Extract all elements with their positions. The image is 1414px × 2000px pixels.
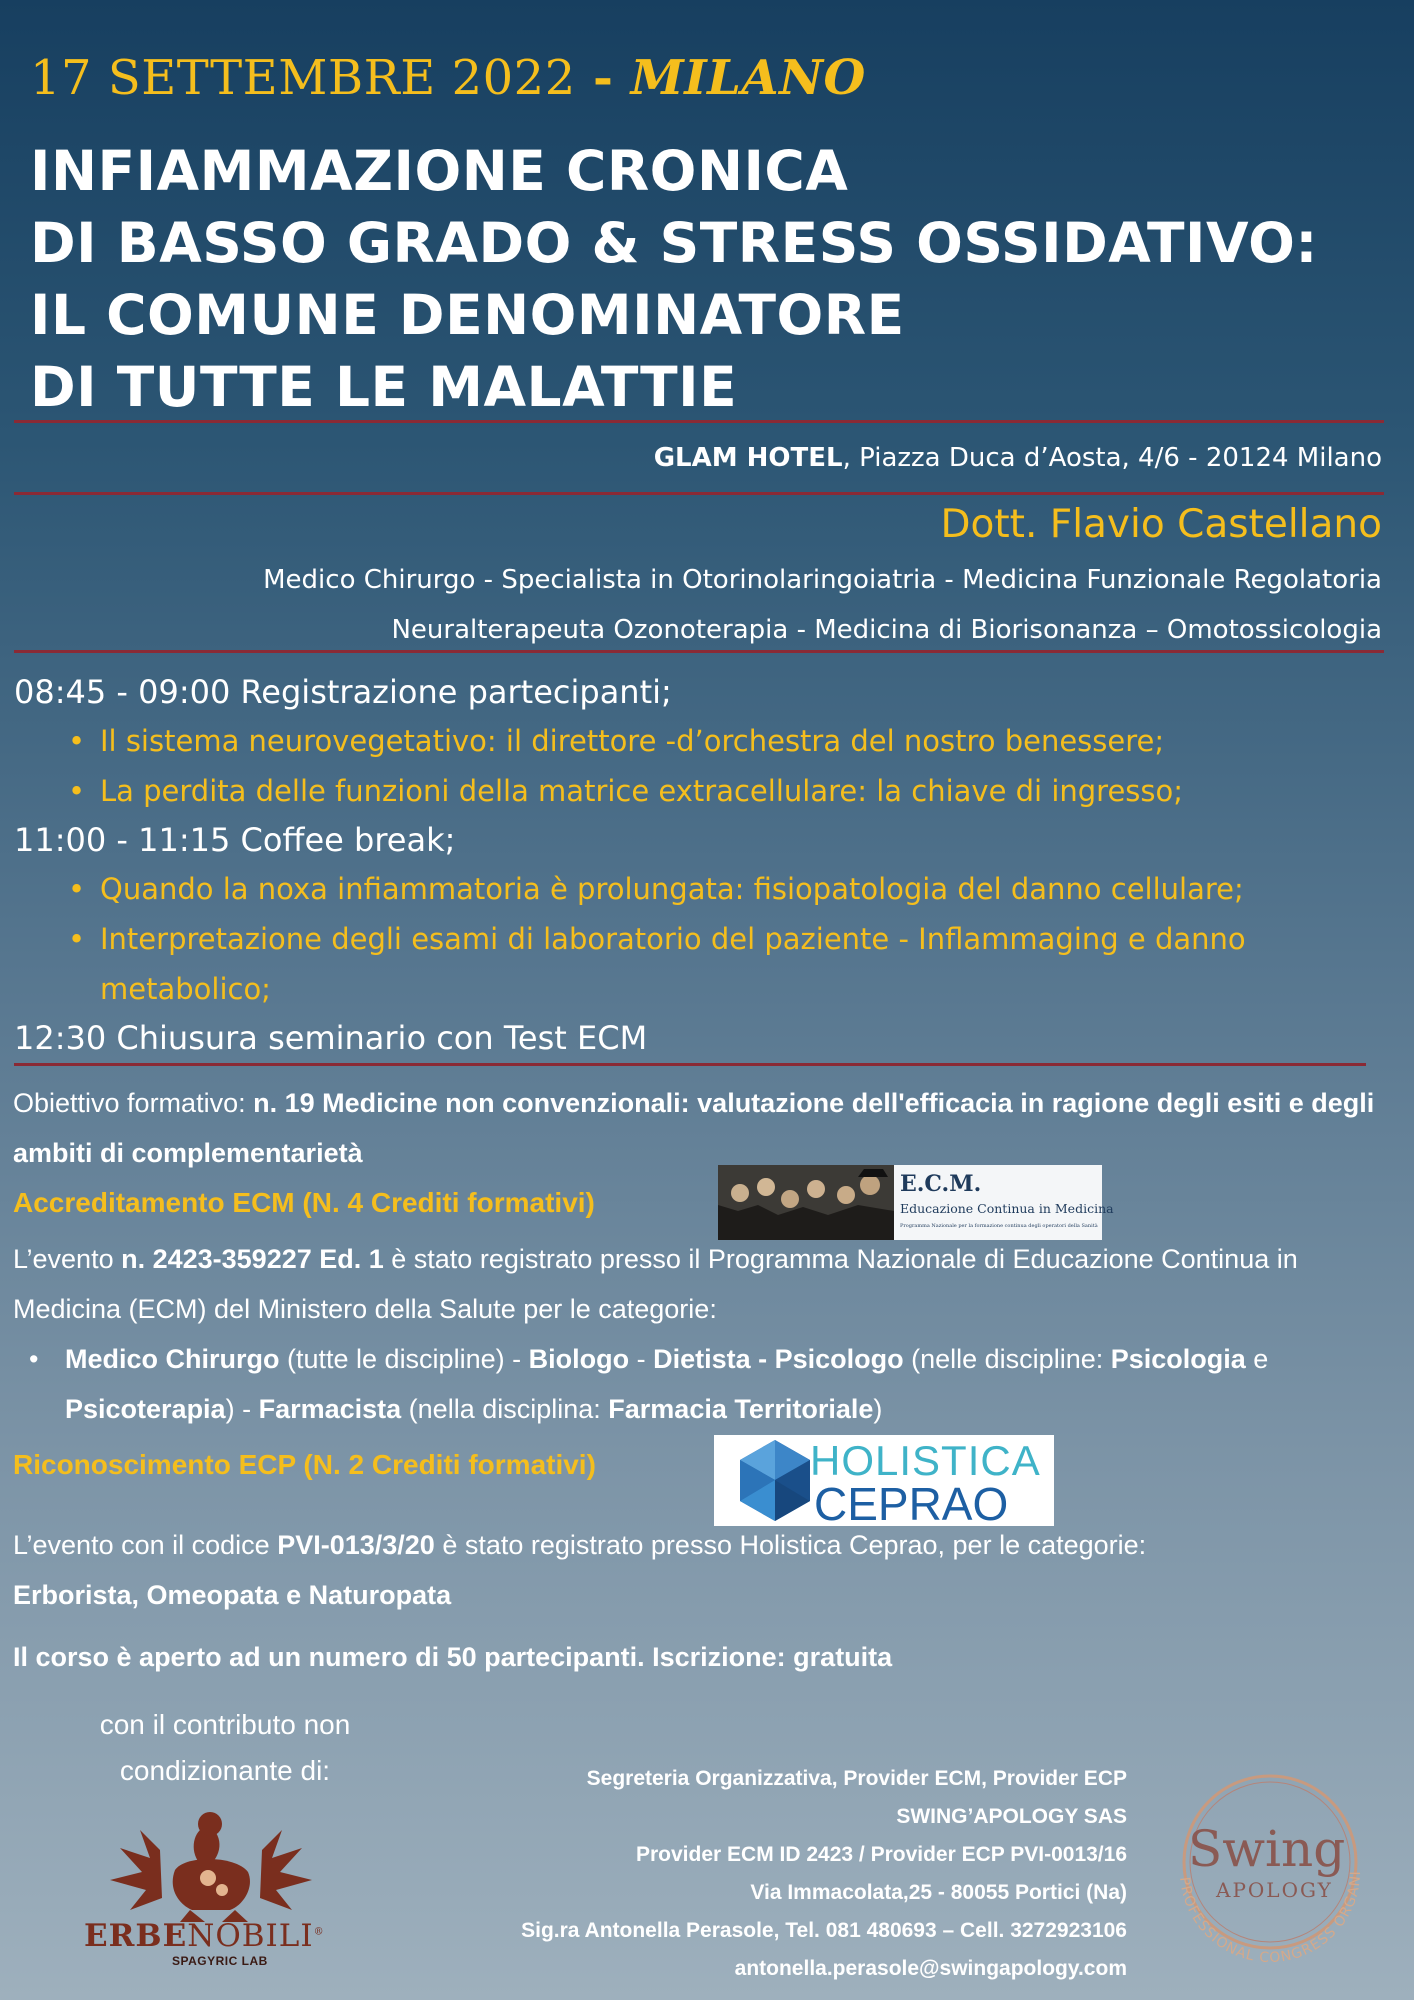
category: Biologo [528, 1344, 630, 1374]
category-note: (nella disciplina: [401, 1394, 609, 1424]
erbenobili-wordmark [84, 1918, 325, 1954]
objective-value: n. 19 Medicine non convenzionali: valutazione dell'efficacia in ragione degli esiti e degli ambiti di complementarietà [13, 1088, 1375, 1168]
divider [14, 492, 1384, 495]
agenda-slot: 11:00 - 11:15 Coffee break; [14, 821, 456, 859]
title-line: INFIAMMAZIONE CRONICA [30, 139, 849, 203]
speaker-specialties [263, 555, 1382, 655]
title-line: DI BASSO GRADO & STRESS OSSIDATIVO: [30, 211, 1318, 275]
ceprao-logo-top: HOLISTICA [810, 1437, 1041, 1484]
category: Psicologia [1110, 1344, 1246, 1374]
category: Farmacista [258, 1394, 402, 1424]
secretariat-email[interactable]: antonella.perasole@swingapology.com [734, 1957, 1127, 1980]
category: Dietista - Psicologo [653, 1344, 904, 1374]
ecm-logo-subtitle: Educazione Continua in Medicina [900, 1201, 1114, 1216]
brand-part: ERBE [84, 1918, 188, 1954]
divider [14, 420, 1384, 423]
training-objective [13, 1078, 1398, 1178]
course-info [13, 1632, 1398, 1682]
ecm-accreditation: Accreditamento ECM (N. 4 Crediti formativi) [13, 1187, 595, 1218]
ecp-event-code: PVI-013/3/20 [277, 1530, 435, 1560]
divider [14, 1063, 1366, 1066]
secretariat-block [521, 1760, 1127, 1988]
ecm-categories [13, 1334, 1398, 1434]
ecp-recognition: Riconoscimento ECP (N. 2 Crediti formativi) [13, 1449, 596, 1480]
ecm-event-code: n. 2423-359227 Ed. 1 [121, 1244, 384, 1274]
page-title [30, 135, 1318, 423]
ecp-event-suffix: è stato registrato presso Holistica Ceprao, per le categorie: [434, 1530, 1147, 1560]
agenda-topic: • La perdita delle funzioni della matrice extracellulare: la chiave di ingresso; [100, 766, 1394, 816]
ecp-categories-text: Erborista, Omeopata e Naturopata [13, 1580, 452, 1610]
category-sep: e [1245, 1344, 1269, 1374]
secretariat-line: Via Immacolata,25 - 80055 Portici (Na) [750, 1881, 1127, 1904]
secretariat-line: Sig.ra Antonella Perasole, Tel. 081 480693 – Cell. 3272923106 [521, 1919, 1127, 1942]
agenda-topic: • Quando la noxa infiammatoria è prolungata: fisiopatologia del danno cellulare; [100, 864, 1394, 914]
secretariat-line: SWING’APOLOGY SAS [896, 1805, 1127, 1828]
title-line: DI TUTTE LE MALATTIE [30, 355, 738, 419]
swing-logo-word: Swing [1188, 1820, 1346, 1878]
agenda-slot: 12:30 Chiusura seminario con Test ECM [14, 1019, 648, 1057]
hexagon-gem-icon [730, 1435, 820, 1526]
category: Medico Chirurgo [65, 1344, 280, 1374]
agenda [14, 668, 1394, 1062]
agenda-topics [14, 716, 1394, 816]
date-separator: - [575, 50, 631, 106]
ecm-event-prefix: L’evento [13, 1244, 122, 1274]
agenda-slot: 08:45 - 09:00 Registrazione partecipanti; [14, 673, 672, 711]
category-sep: - [629, 1344, 654, 1374]
ecp-event-text [13, 1520, 1398, 1570]
ecm-section [13, 1078, 1398, 1682]
speaker-spec-line: Medico Chirurgo - Specialista in Otorinolaringoiatria - Medicina Funzionale Regolatoria [263, 565, 1382, 595]
course-info-text: Il corso è aperto ad un numero di 50 partecipanti. Iscrizione: gratuita [13, 1642, 893, 1672]
objective-label: Obiettivo formativo: [13, 1088, 254, 1118]
category-sep: ) [873, 1394, 883, 1424]
ecm-logo [718, 1165, 1114, 1240]
registered-mark: ® [313, 1926, 325, 1938]
secretariat-line: Segreteria Organizzativa, Provider ECM, Provider ECP [586, 1767, 1127, 1790]
agenda-topic: • Interpretazione degli esami di laboratorio del paziente - Inflammaging e danno metabolico; [100, 914, 1394, 1014]
venue-name: GLAM HOTEL [653, 443, 843, 473]
bullet: • [29, 1344, 39, 1374]
category-note: (nelle discipline: [903, 1344, 1111, 1374]
ecm-logo-small: Programma Nazionale per la formazione continua degli operatori della Sanità [900, 1223, 1098, 1229]
agenda-topics [14, 864, 1394, 1014]
erbenobili-tagline: SPAGYRIC LAB [172, 1954, 268, 1968]
swing-apology-logo [1150, 1742, 1390, 1982]
ecm-event-text [13, 1234, 1398, 1334]
hercules-emblem-icon [80, 1810, 350, 1922]
event-date: 17 SETTEMBRE 2022 [30, 50, 576, 106]
ceprao-logo-bottom: CEPRAO [814, 1478, 1009, 1530]
speaker-name: Dott. Flavio Castellano [940, 502, 1382, 547]
ring-textpath: PROFESSIONAL CONGRESS ORGANI [1176, 1870, 1365, 1967]
category: Farmacia Territoriale [608, 1394, 874, 1424]
agenda-topic: • Il sistema neurovegetativo: il direttore -d’orchestra del nostro benessere; [100, 716, 1394, 766]
ecp-categories [13, 1570, 1398, 1620]
category-sep: ) - [225, 1394, 259, 1424]
ecm-event-suffix: è stato registrato presso il Programma Nazionale di Educazione Continua in Medicina (ECM) del Ministero della Salute per le categorie: [13, 1244, 1298, 1324]
ecp-event-prefix: L’evento con il codice [13, 1530, 278, 1560]
brand-part: NOBILI [187, 1918, 314, 1954]
holistica-ceprao-logo [714, 1435, 1054, 1530]
category-note: (tutte le discipline) - [279, 1344, 529, 1374]
swing-logo-sub: APOLOGY [1216, 1878, 1333, 1902]
erbenobili-logo [80, 1810, 350, 1968]
title-line: IL COMUNE DENOMINATORE [30, 283, 905, 347]
event-city: MILANO [630, 50, 866, 106]
venue-address: , Piazza Duca d’Aosta, 4/6 - 20124 Milano [842, 443, 1382, 473]
sponsor-line: condizionante di: [119, 1755, 331, 1786]
secretariat-line: Provider ECM ID 2423 / Provider ECP PVI-0013/16 [635, 1843, 1127, 1866]
ecm-logo-title: E.C.M. [900, 1171, 982, 1197]
sponsor-line: con il contributo non [99, 1709, 351, 1740]
event-date-line [30, 50, 866, 106]
divider [14, 650, 1384, 653]
sponsor-note [80, 1702, 370, 1794]
venue-line [654, 443, 1382, 473]
speaker-spec-line: Neuralterapeuta Ozonoterapia - Medicina di Biorisonanza – Omotossicologia [391, 615, 1382, 645]
category: Psicoterapia [65, 1394, 226, 1424]
